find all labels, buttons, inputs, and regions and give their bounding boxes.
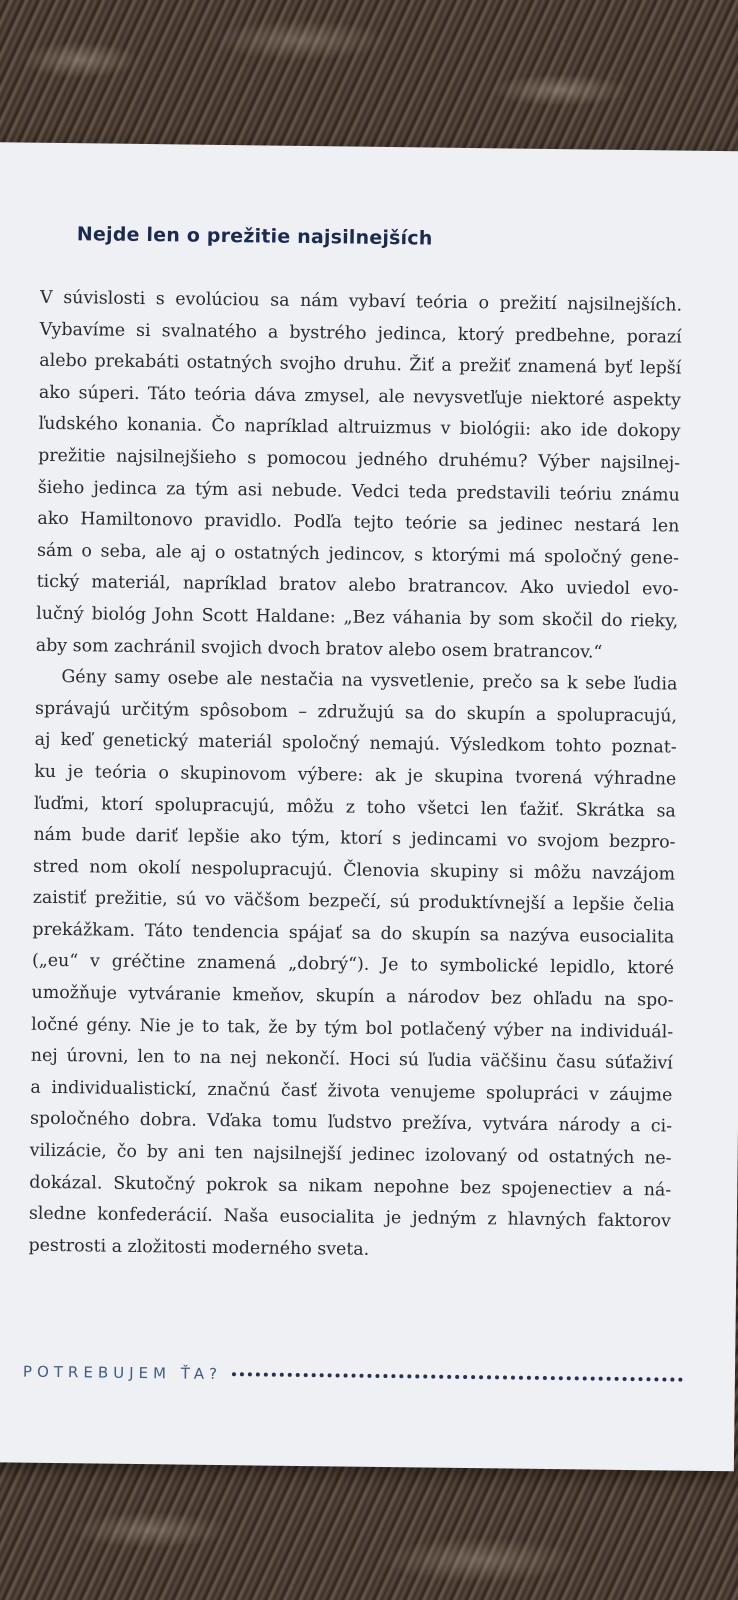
section-heading: Nejde len o prežitie najsilnejších: [76, 223, 433, 250]
text-line: ločné gény. Nie je to tak, že by tým bol potlačený výber na individuál-: [31, 1014, 674, 1043]
text-line: prekážkam. Táto tendencia spájať sa do skupín sa nazýva eusocialita: [32, 919, 675, 948]
text-line: V súvislosti s evolúciou sa nám vybaví teória o prežití najsilnejších.: [39, 287, 683, 316]
text-line: sledne konfederácií. Naša eusocialita je jedným z hlavných faktorov: [28, 1203, 671, 1232]
text-line: aj keď genetický materiál spoločný nemajú. Výsledkom tohto poznat-: [34, 730, 677, 758]
footer-bar: [23, 1363, 683, 1389]
dotted-leader: [232, 1372, 683, 1382]
text-line: zaistiť prežitie, sú vo väčšom bezpečí, sú produktívnejší a lepšie čelia: [32, 887, 675, 916]
text-line: spoločného dobra. Vďaka tomu ľudstvo prežíva, vytvára národy a ci-: [29, 1109, 673, 1137]
text-line: umožňuje vytváranie kmeňov, skupín a národov bez ohľadu na spo-: [31, 982, 674, 1011]
text-line: („eu“ v gréčtine znamená „dobrý“). Je to symbolické lepidlo, ktoré: [31, 951, 675, 980]
text-line: dokázal. Skutočný pokrok sa nikam nepohne bez spojenectiev a ná-: [29, 1172, 672, 1201]
text-line: a individualistickí, značnú časť života venujeme spolupráci v záujme: [30, 1077, 673, 1106]
text-line: ako Hamiltonovo pravidlo. Podľa tejto teórie sa jedinec nestará len: [37, 508, 680, 537]
text-line: lučný biológ John Scott Haldane: „Bez váhania by som skočil do rieky,: [36, 603, 679, 632]
text-line: Gény samy osebe ale nestačia na vysvetlenie, prečo sa k sebe ľudia: [61, 667, 678, 695]
text-line: alebo prekabáti ostatných svojho druhu. Žiť a prežiť znamená byť lepší: [39, 350, 682, 379]
text-line: prežitie najsilnejšieho s pomocou jedného druhému? Výber najsilnej-: [38, 445, 681, 474]
text-line: nám bude dariť lepšie ako tým, ktorí s jedincami vo svojom bezpro-: [33, 824, 676, 853]
text-line: ľuďmi, ktorí spolupracujú, môžu z toho všetci len ťažiť. Skrátka sa: [33, 793, 677, 822]
text-line: správajú určitým spôsobom – združujú sa do skupín a spolupracujú,: [34, 698, 678, 727]
text-line: vilizácie, čo by ani ten najsilnejší jedinec izolovaný od ostatných ne-: [29, 1140, 672, 1169]
text-line: Vybavíme si svalnatého a bystrého jedinca, ktorý predbehne, porazí: [39, 319, 682, 348]
text-line: ku je teória o skupinovom výbere: ak je skupina tvorená výhradne: [34, 761, 677, 790]
text-line: ľudského konania. Čo napríklad altruizmus v biológii: ako ide dokopy: [38, 414, 681, 442]
footer-label: POTREBUJEM ŤA?: [22, 1362, 223, 1384]
text-line: stred nom okolí nespolupracujú. Členovia skupiny si môžu navzájom: [33, 856, 676, 885]
text-line: pestrosti a zložitosti moderného sveta.: [28, 1235, 370, 1260]
body-text: [28, 283, 682, 1270]
text-line: ako súperi. Táto teória dáva zmysel, ale nevysvetľuje niektoré aspekty: [38, 382, 682, 411]
text-line: sám o seba, ale aj o ostatných jedincov, s ktorými má spoločný gene-: [36, 540, 680, 569]
text-line: šieho jedinca za tým asi nebude. Vedci teda predstavili teóriu známu: [37, 477, 680, 506]
text-line: nej úrovni, len to na nej nekončí. Hoci sú ľudia väčšinu času súťaživí: [30, 1045, 673, 1074]
text-line: aby som zachránil svojich dvoch bratov alebo osem bratrancov.“: [35, 635, 603, 663]
book-page: [0, 142, 738, 1471]
text-line: tický materiál, napríklad bratov alebo bratrancov. Ako uviedol evo-: [36, 572, 679, 600]
